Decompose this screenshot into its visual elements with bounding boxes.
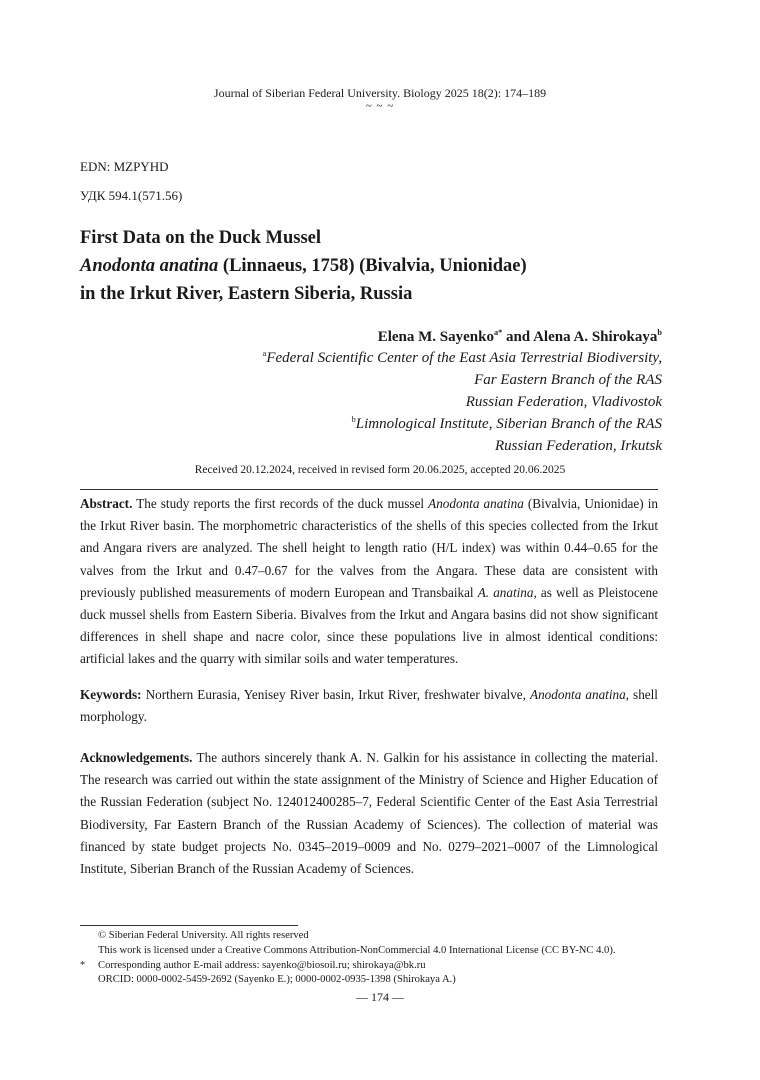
affiliation-b-name: Limnological Institute, Siberian Branch of the RAS [355, 416, 662, 432]
affiliation-b-marker: b [351, 415, 356, 424]
author-2: Alena A. Shirokaya [533, 329, 658, 345]
title-line-2 [80, 252, 680, 280]
title-line-1: First Data on the Duck Mussel [80, 228, 322, 248]
footnotes [80, 929, 680, 988]
affiliation-a-line-3: Russian Federation, Vladivostok [465, 394, 662, 410]
abstract-species-2: A. anatina [477, 584, 534, 600]
abstract-text-1: The study reports the first records of the duck mussel [132, 496, 429, 511]
copyright-text: © Siberian Federal University. All rights reserved [98, 930, 309, 941]
article-title [80, 224, 680, 308]
author-1: Elena M. Sayenko [377, 329, 494, 345]
orcid-text: ORCID: 0000-0002-5459-2692 (Sayenko E.); 0000-0002-0935-1398 (Shirokaya A.) [98, 974, 456, 986]
title-line-2-rest: (Linnaeus, 1758) (Bivalvia, Unionidae) [218, 256, 527, 276]
footnote-orcid [80, 973, 680, 988]
keywords-text-2: , shell morphology. [80, 687, 658, 725]
affiliation-b-line-1 [263, 413, 662, 435]
acknowledgements [80, 747, 658, 880]
abstract-text-2: (Bivalvia, Unionidae) in the Irkut River basin. The morphometric characteristics of the shells of this species collected from the Irkut and Angara rivers are analyzed. The shell height to length ratio (H/L index) was within 0.44–0.65 for the valves from the Irkut and 0.47–0.67 for the valves from the Angara. These data are consistent with previously published measurements of modern European and Transbaikal [80, 496, 658, 600]
footnote-email [80, 959, 680, 974]
title-species-name: Anodonta anatina [80, 256, 219, 276]
keywords [80, 684, 658, 728]
keywords-text-1: Northern Eurasia, Yenisey River basin, Irkut River, freshwater bivalve, [141, 687, 531, 702]
affiliation-a-line-1 [263, 347, 662, 369]
abstract-species-1: Anodonta anatina [428, 496, 524, 511]
license-text: This work is licensed under a Creative Commons Attribution-NonCommercial 4.0 International License (CC BY-NC 4.0). [98, 944, 616, 956]
abstract-text-3: , as well as Pleistocene duck mussel shells from Eastern Siberia. Bivalves from the Irkut and Angara basins did not show significant differences in shell shape and nacre color, since these populations live in almost identical conditions: artificial lakes and the quarry with similar soils and water temperatures. [80, 584, 659, 667]
author-2-marker: b [657, 328, 662, 337]
acknowledgements-text: The authors sincerely thank A. N. Galkin for his assistance in collecting the material. The research was carried out within the state assignment of the Ministry of Science and Higher Education of the Russian Federation (subject No. 124012400285–7, Federal Scientific Center of the East Asia Terrestrial Biodiversity, Far Eastern Branch of the Russian Academy of Sciences). The collection of material was financed by state budget projects No. 0345–2019–0009 and No. 0279–2021–0007 of the Limnological Institute, Siberian Branch of the Russian Academy of Sciences. [80, 750, 658, 877]
received-dates: Received 20.12.2024, received in revised form 20.06.2025, accepted 20.06.2025 [194, 464, 566, 476]
page-number: — 174 — [356, 990, 404, 1004]
affiliation-a-line-2: Far Eastern Branch of the RAS [474, 372, 662, 388]
affiliations [263, 347, 662, 457]
divider [80, 489, 658, 490]
abstract-label: Abstract. [80, 496, 133, 511]
author-list [378, 329, 662, 346]
email-text: Corresponding author E-mail address: sayenko@biosoil.ru; shirokaya@bk.ru [98, 959, 426, 971]
author-1-marker: a* [493, 328, 503, 337]
abstract [80, 493, 658, 671]
keywords-label: Keywords: [80, 687, 142, 702]
edn-code: EDN: MZPYHD [80, 159, 169, 174]
affiliation-a-marker: a [262, 349, 267, 358]
acknowledgements-label: Acknowledgements. [80, 750, 193, 765]
corresponding-author-marker: * [80, 959, 86, 971]
footnote-divider [80, 925, 298, 926]
udk-code: УДК 594.1(571.56) [80, 188, 183, 203]
affiliation-b-line-2: Russian Federation, Irkutsk [494, 438, 662, 454]
title-line-3: in the Irkut River, Eastern Siberia, Russia [80, 284, 413, 304]
footnote-license [80, 944, 680, 959]
affiliation-a-name: Federal Scientific Center of the East Asia Terrestrial Biodiversity, [266, 350, 662, 366]
keywords-species: Anodonta anatina [530, 687, 626, 702]
footnote-copyright [80, 929, 680, 944]
header-separator: ~ ~ ~ [365, 100, 395, 112]
journal-header: Journal of Siberian Federal University. Biology 2025 18(2): 174–189 [213, 86, 547, 100]
author-joiner: and [502, 329, 534, 345]
